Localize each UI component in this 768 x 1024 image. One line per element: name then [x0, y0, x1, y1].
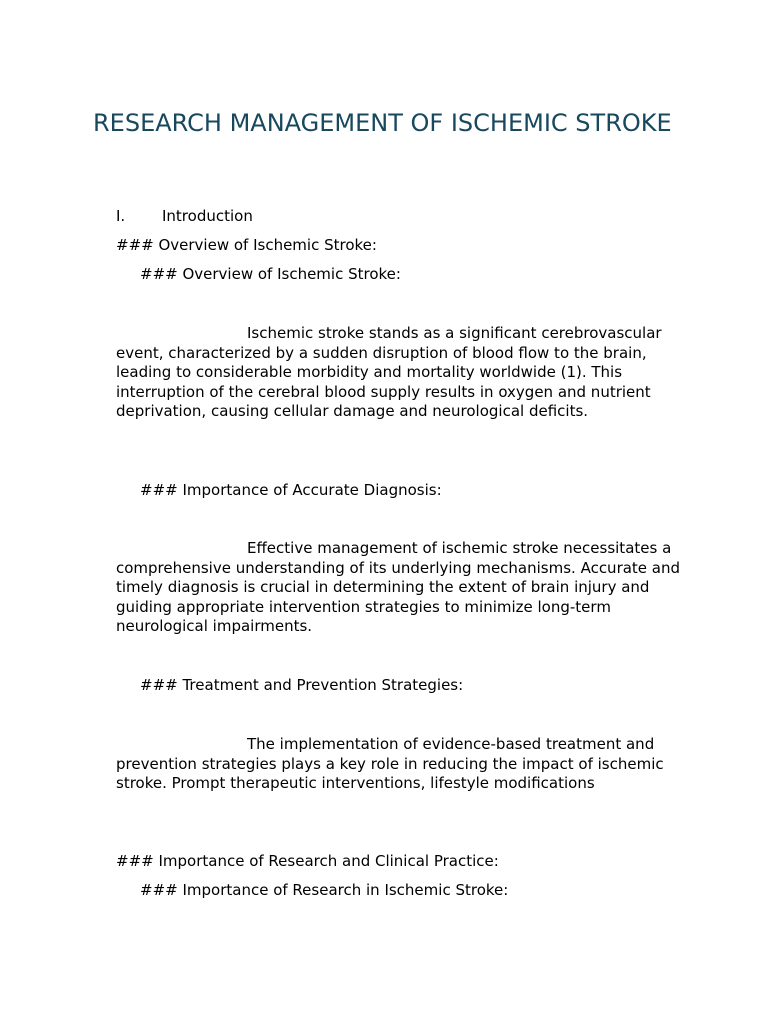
- heading-treatment-prevention: ### Treatment and Prevention Strategies:: [140, 676, 464, 694]
- paragraph-diagnosis: Effective management of ischemic stroke necessitates a comprehensive understanding of its underlying mechanisms. Accurate and timely diagnosis is crucial in determining the extent of brain injury and guiding appropriate intervention strategies to minimize long-term neurological impairments.: [116, 539, 681, 636]
- document-title: RESEARCH MANAGEMENT OF ISCHEMIC STROKE: [93, 109, 672, 137]
- heading-research-clinical-practice: ### Importance of Research and Clinical Practice:: [116, 852, 499, 870]
- section-number: I.: [116, 207, 126, 225]
- heading-importance-diagnosis: ### Importance of Accurate Diagnosis:: [140, 481, 442, 499]
- heading-overview-level2: ### Overview of Ischemic Stroke:: [140, 265, 401, 283]
- heading-research-ischemic-stroke: ### Importance of Research in Ischemic Stroke:: [140, 881, 509, 899]
- paragraph-overview: Ischemic stroke stands as a significant cerebrovascular event, characterized by a sudden disruption of blood flow to the brain, leading to considerable morbidity and mortality worldwide (1). This interruption of the cerebral blood supply results in oxygen and nutrient deprivation, causing cellular damage and neurological deficits.: [116, 324, 662, 421]
- heading-overview-level1: ### Overview of Ischemic Stroke:: [116, 236, 377, 254]
- section-title: Introduction: [162, 207, 253, 225]
- paragraph-treatment: The implementation of evidence-based treatment and prevention strategies plays a key role in reducing the impact of ischemic stroke. Prompt therapeutic interventions, lifestyle modifications: [116, 735, 664, 793]
- section-heading-introduction: [116, 207, 253, 227]
